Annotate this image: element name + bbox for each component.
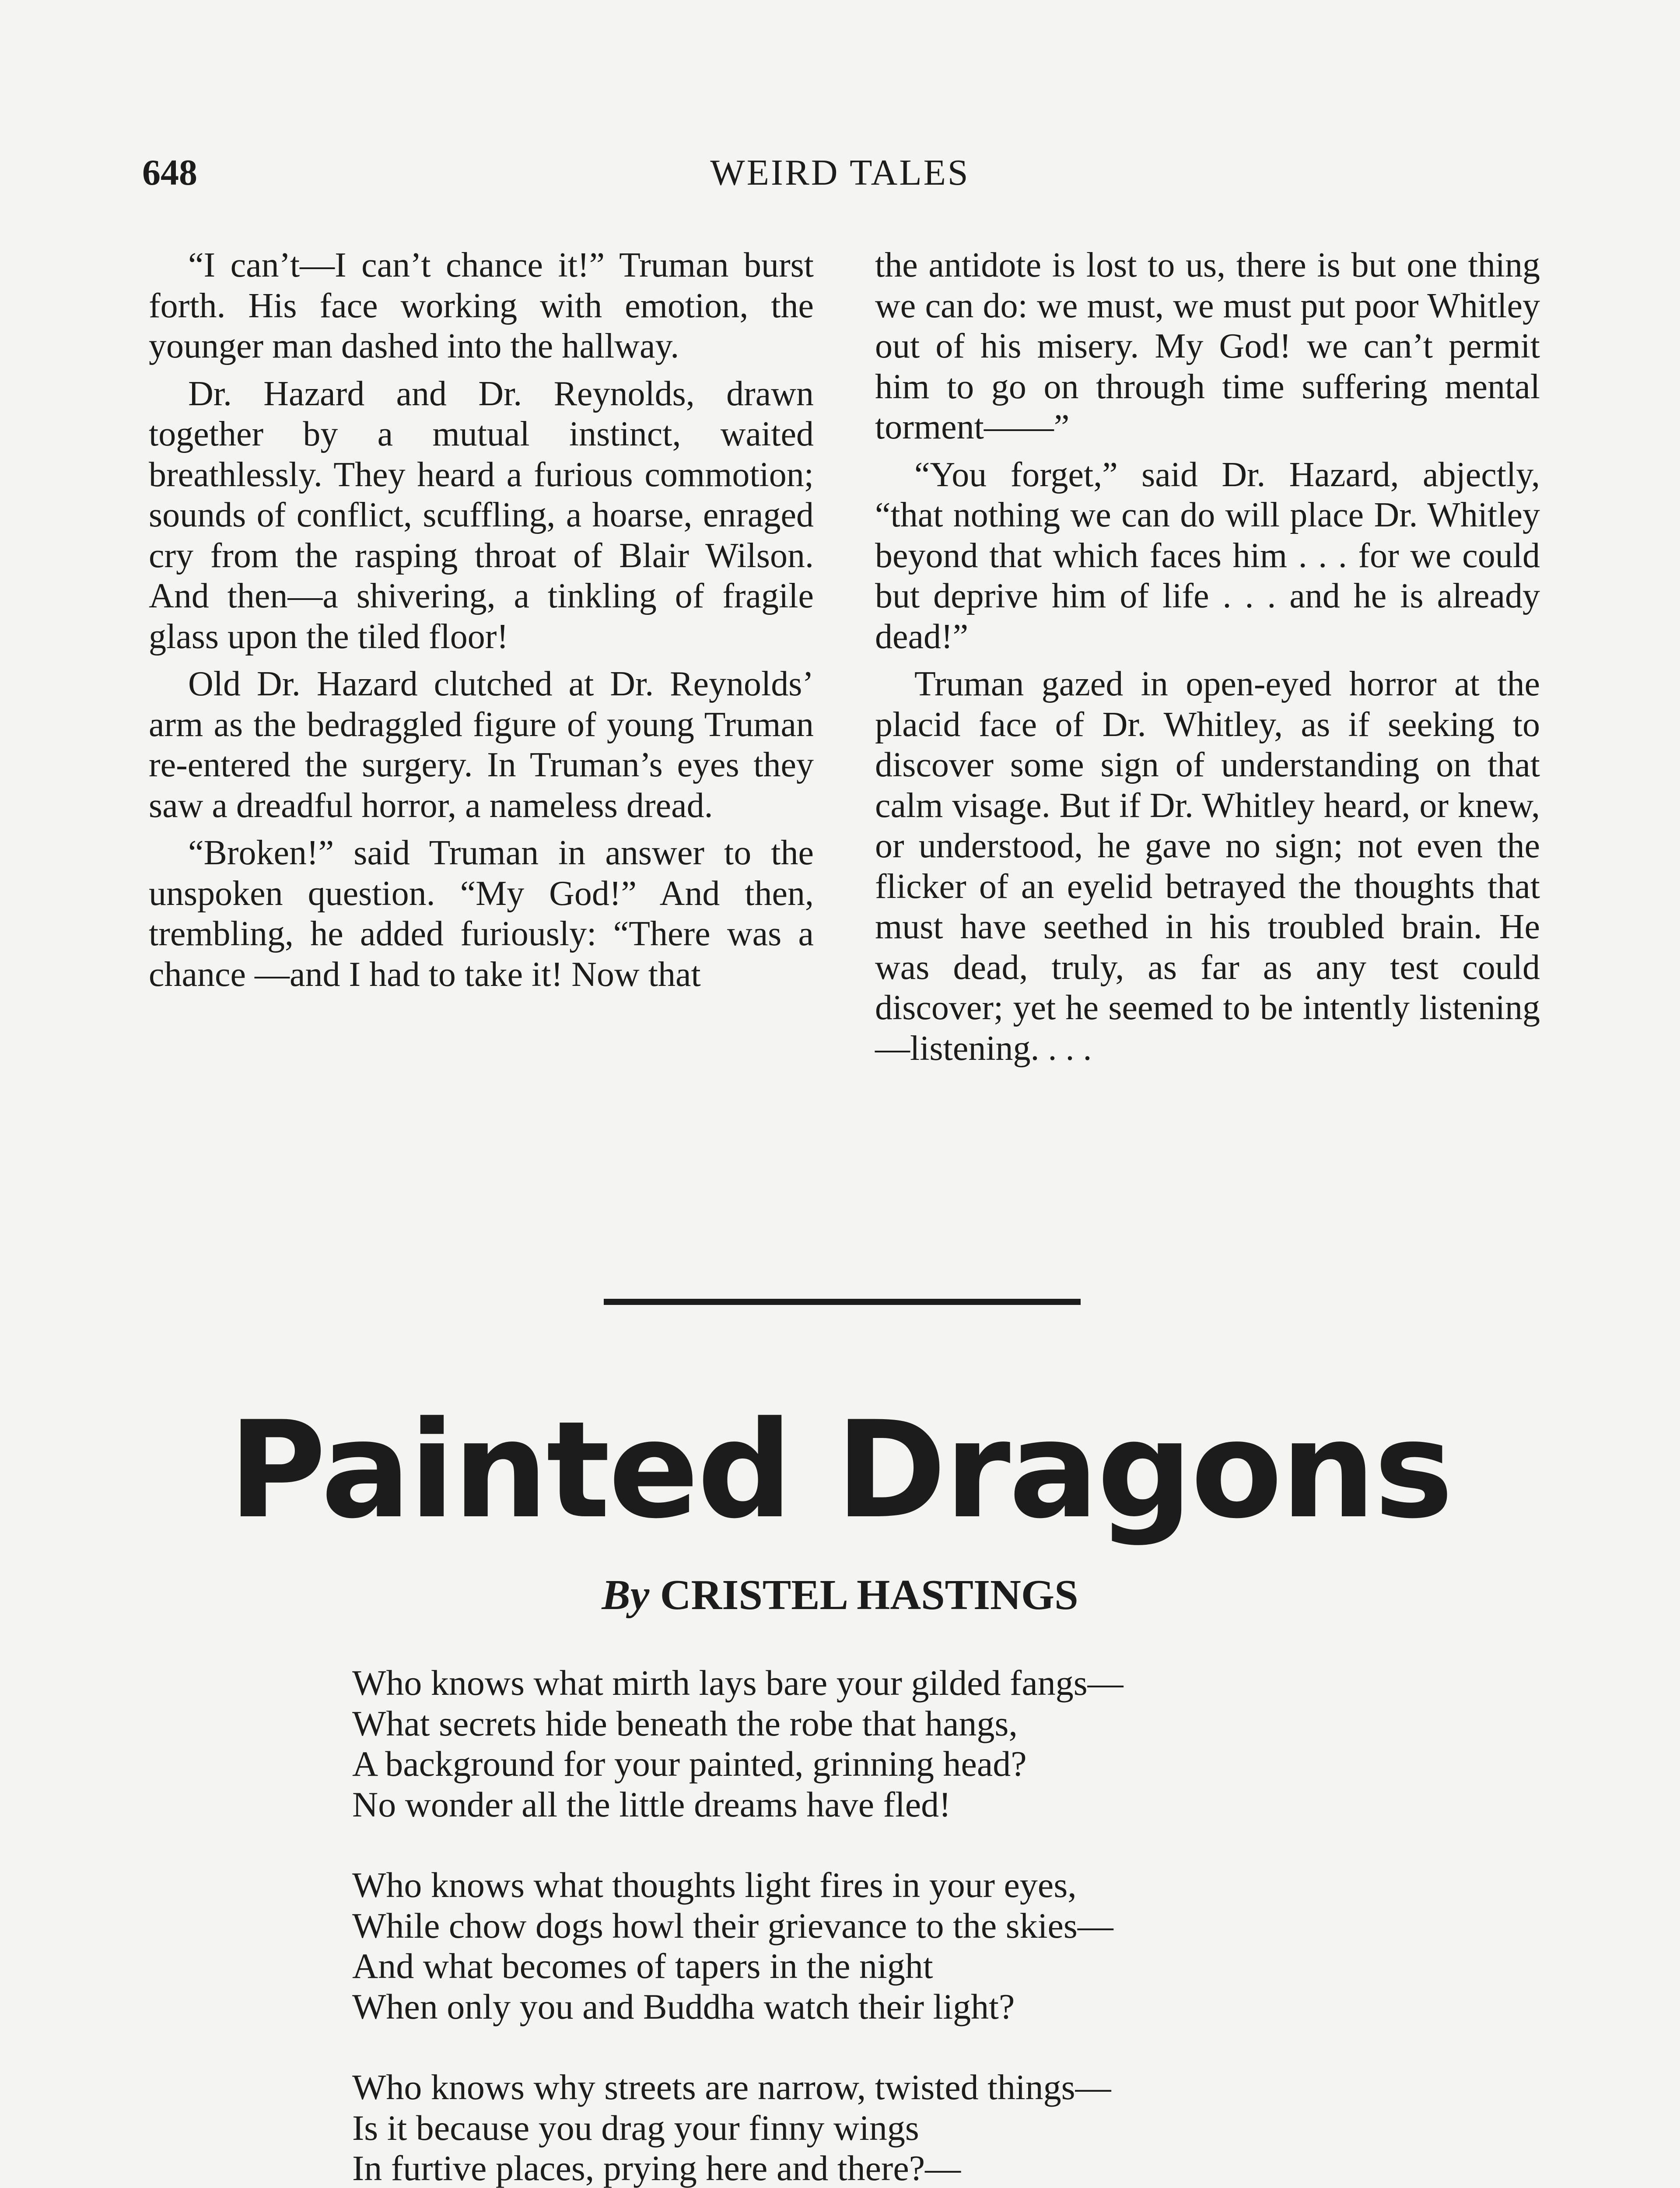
stanza [352, 1865, 1446, 2027]
poem-line: Who knows what thoughts light fires in your eyes, [352, 1865, 1077, 1905]
poem-byline [0, 1567, 1680, 1623]
poem-line: A background for your painted, grinning head? [352, 1744, 1027, 1784]
paragraph: the antidote is lost to us, there is but one thing we can do: we must, we must put poor Whitley out of his misery. My God! we can’t permit him to go on through time suffering mental torment——” [875, 246, 1540, 446]
stanza [352, 1663, 1446, 1825]
page-number: 648 [142, 152, 197, 193]
left-column [149, 245, 814, 1076]
paragraph: “I can’t—I can’t chance it!” Truman burst forth. His face working with emotion, the younger man dashed into the hallway. [149, 246, 814, 365]
poem-title: Painted Dragons [228, 1392, 1452, 1548]
poem-line: Who knows what mirth lays bare your gilded fangs— [352, 1663, 1124, 1703]
story-columns [149, 245, 1540, 1076]
poem-line: In furtive places, prying here and there?— [352, 2148, 961, 2188]
paragraph: “Broken!” said Truman in answer to the unspoken question. “My God!” And then, trembling, he added furiously: “There was a chance —and I had to take it! Now that [149, 834, 814, 994]
byline-prefix: By [602, 1571, 650, 1619]
section-divider [604, 1299, 1081, 1305]
journal-title: WEIRD TALES [710, 152, 970, 193]
paragraph: Old Dr. Hazard clutched at Dr. Reynolds’ arm as the bedraggled figure of young Truman re-entered the surgery. In Truman’s eyes they saw a dreadful horror, a nameless dread. [149, 665, 814, 825]
poem-line: No wonder all the little dreams have fled! [352, 1784, 951, 1824]
poem-line: And what becomes of tapers in the night [352, 1946, 933, 1986]
running-head [0, 149, 1680, 197]
poem-line: Is it because you drag your finny wings [352, 2107, 919, 2148]
paragraph: Truman gazed in open-eyed horror at the placid face of Dr. Whitley, as if seeking to discover some sign of understanding on that calm visage. But if Dr. Whitley heard, or knew, or understood, he gave no sign; not even the flicker of an eyelid betrayed the thoughts that must have seethed in his troubled brain. He was dead, truly, as far as any test could discover; yet he seemed to be intently listening—listening. . . . [875, 665, 1540, 1068]
author-name: CRISTEL HASTINGS [660, 1571, 1078, 1619]
poem-line: When only you and Buddha watch their light? [352, 1986, 1015, 2027]
paragraph: Dr. Hazard and Dr. Reynolds, drawn together by a mutual instinct, waited breathlessly. They heard a furious commotion; sounds of conflict, scuffling, a hoarse, enraged cry from the rasping throat of Blair Wilson. And then—a shivering, a tinkling of fragile glass upon the tiled floor! [149, 374, 814, 656]
poem-line: Who knows why streets are narrow, twisted things— [352, 2067, 1111, 2107]
right-column [875, 245, 1540, 1076]
poem-line: While chow dogs howl their grievance to the skies— [352, 1905, 1113, 1946]
poem-line: What secrets hide beneath the robe that hangs, [352, 1703, 1018, 1743]
poem-body [352, 1663, 1446, 2188]
stanza [352, 2067, 1446, 2188]
paragraph: “You forget,” said Dr. Hazard, abjectly, “that nothing we can do will place Dr. Whitley beyond that which faces him . . . for we could but deprive him of life . . . and he is already dead!” [875, 455, 1540, 656]
